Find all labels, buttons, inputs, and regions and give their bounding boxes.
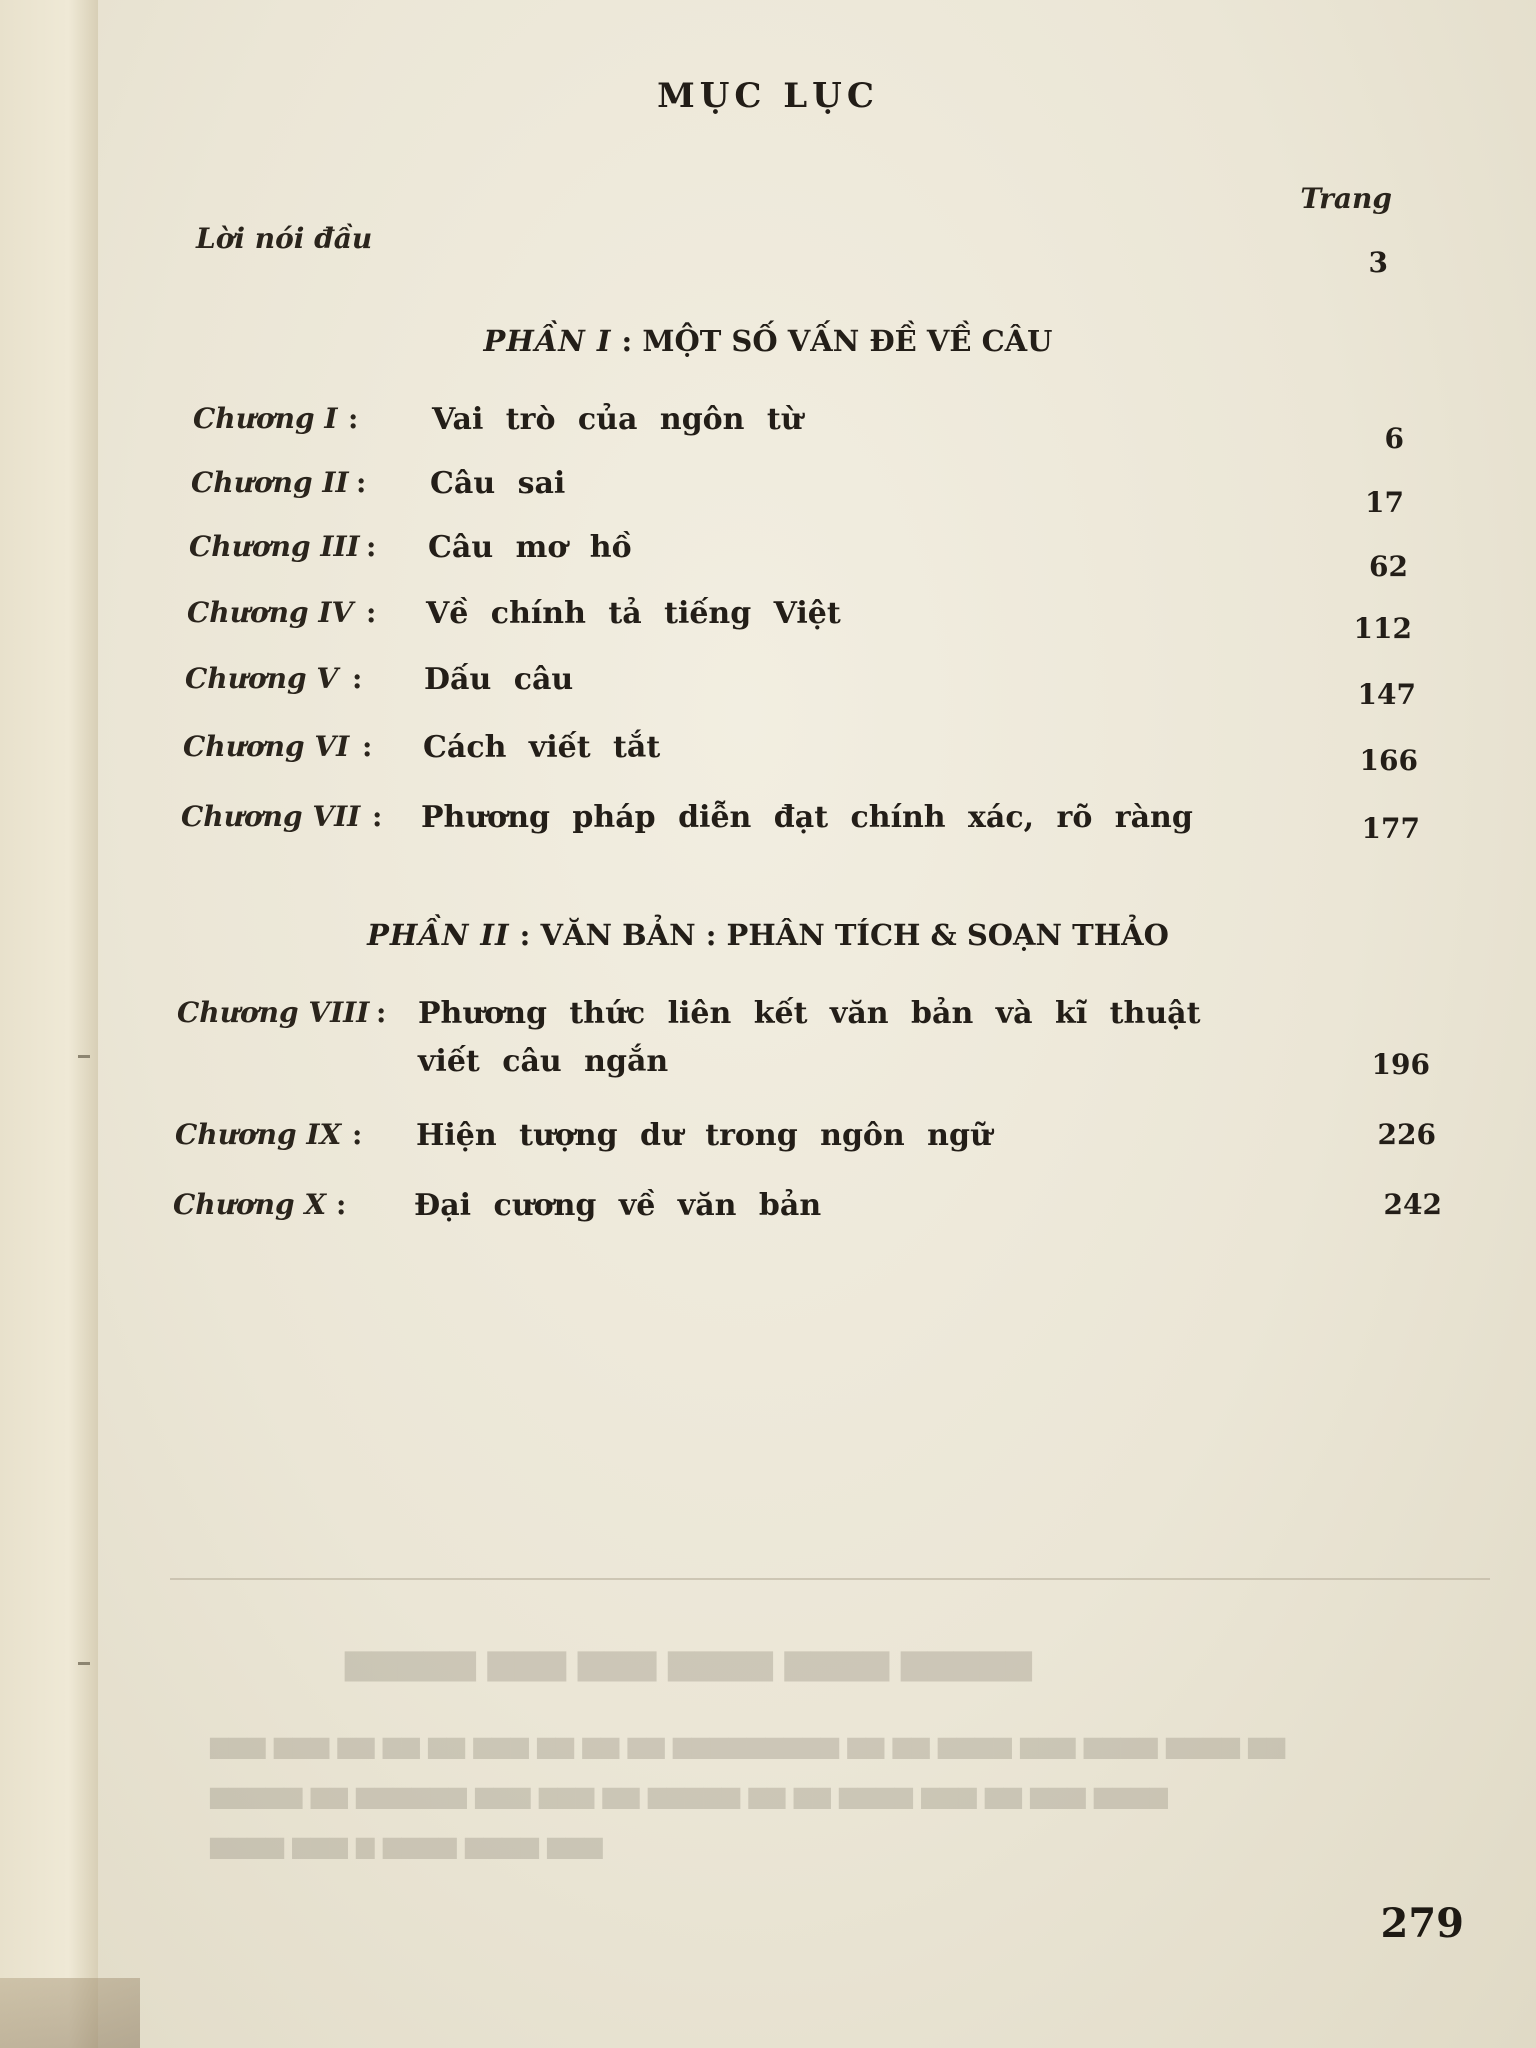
chapter-label: Chương X — [173, 1188, 327, 1221]
chapter-title: Cách viết tắt — [423, 730, 661, 765]
toc-entry-chapter-7 — [0, 800, 1536, 846]
chapter-page: 112 — [1353, 612, 1412, 645]
toc-entry-preface — [0, 222, 1536, 279]
toc-entry-chapter-2 — [0, 466, 1536, 519]
chapter-title: Về chính tả tiếng Việt — [426, 596, 841, 631]
toc-entry-chapter-6 — [0, 730, 1536, 776]
toc-entry-chapter-1 — [0, 402, 1536, 455]
part-1-separator: : — [621, 324, 633, 358]
chapter-separator: : — [352, 662, 363, 695]
chapter-title: Dấu câu — [424, 662, 574, 697]
chapter-label: Chương IV — [187, 596, 354, 629]
chapter-label: Chương III — [189, 530, 360, 563]
show-through-text: ▆▆ ▆▆▆▆ ▆▆▆▆ ▆▆▆ ▆▆▆▆ ▆▆ ▆▆ ▆▆▆▆▆▆▆▆▆ ▆▆ ▆▆ ▆▆ ▆▆▆ ▆▆ ▆▆ ▆▆ ▆▆▆ ▆▆▆ — [210, 1730, 1285, 1759]
toc-entry-chapter-4 — [0, 596, 1536, 645]
chapter-title-line-1: Phương thức liên kết văn bản và kĩ thuật — [418, 996, 1201, 1031]
chapter-title-line-2: viết câu ngắn — [418, 1044, 669, 1079]
chapter-page: 6 — [1384, 422, 1404, 455]
chapter-separator: : — [366, 530, 377, 563]
chapter-separator: : — [336, 1188, 347, 1221]
chapter-page: 196 — [1371, 1048, 1430, 1081]
chapter-page: 177 — [1361, 812, 1420, 845]
chapter-title: Câu mơ hồ — [428, 530, 632, 565]
chapter-title: Câu sai — [430, 466, 566, 501]
chapter-label: Chương VIII — [177, 996, 370, 1029]
chapter-separator: : — [362, 730, 373, 763]
chapter-separator: : — [366, 596, 377, 629]
chapter-page: 17 — [1365, 486, 1404, 519]
chapter-label: Chương V — [185, 662, 339, 695]
part-2-prefix: PHẦN II — [367, 918, 510, 952]
chapter-page: 62 — [1369, 550, 1408, 583]
chapter-page: 147 — [1357, 678, 1416, 711]
show-through-text: ▆▆▆▆▆ ▆▆▆▆ ▆▆▆▆ ▆▆▆ ▆▆▆ ▆▆▆▆▆ — [345, 1642, 1032, 1682]
chapter-title: Phương pháp diễn đạt chính xác, rõ ràng — [421, 800, 1193, 835]
chapter-label: Chương IX — [175, 1118, 342, 1151]
part-2-title: VĂN BẢN : PHÂN TÍCH & SOẠN THẢO — [540, 918, 1169, 952]
chapter-separator: : — [356, 466, 367, 499]
chapter-label: Chương VI — [183, 730, 350, 763]
show-through-text: ▆▆▆ ▆▆▆▆ ▆▆▆▆ ▆ ▆▆▆ ▆▆▆▆ — [210, 1830, 603, 1859]
chapter-title: Hiện tượng dư trong ngôn ngữ — [416, 1118, 992, 1153]
chapter-page: 242 — [1383, 1188, 1442, 1221]
chapter-page: 226 — [1377, 1118, 1436, 1151]
preface-label: Lời nói đầu — [196, 222, 373, 255]
chapter-page: 166 — [1359, 744, 1418, 777]
chapter-label: Chương VII — [181, 800, 361, 833]
toc-title: MỤC LỤC — [657, 76, 879, 116]
chapter-title: Vai trò của ngôn từ — [432, 402, 803, 437]
part-1-heading — [0, 324, 1536, 358]
chapter-separator: : — [348, 402, 359, 435]
chapter-separator: : — [372, 800, 383, 833]
part-1-title: MỘT SỐ VẤN ĐỀ VỀ CÂU — [642, 324, 1053, 358]
toc-entry-chapter-10 — [0, 1188, 1536, 1234]
preface-page: 3 — [1368, 246, 1388, 279]
toc-entry-chapter-8 — [0, 996, 1536, 1096]
page-column-header: Trang — [1300, 182, 1392, 215]
toc-entry-chapter-3 — [0, 530, 1536, 583]
chapter-label: Chương II — [191, 466, 349, 499]
part-2-separator: : — [519, 918, 531, 952]
toc-entry-chapter-9 — [0, 1118, 1536, 1164]
chapter-label: Chương I — [193, 402, 338, 435]
chapter-title: Đại cương về văn bản — [414, 1188, 822, 1223]
part-1-prefix: PHẦN I — [483, 324, 612, 358]
show-through-text: ▆▆▆▆ ▆▆▆ ▆▆ ▆▆▆ ▆▆▆▆ ▆▆ ▆▆ ▆▆▆▆▆ ▆▆ ▆▆▆ ▆▆▆ ▆▆▆▆▆▆ ▆▆ ▆▆▆▆▆ — [210, 1780, 1168, 1809]
toc-entry-chapter-5 — [0, 662, 1536, 711]
chapter-separator: : — [352, 1118, 363, 1151]
part-2-heading — [0, 918, 1536, 952]
page-number: 279 — [1380, 1900, 1464, 1947]
chapter-separator: : — [376, 996, 387, 1029]
